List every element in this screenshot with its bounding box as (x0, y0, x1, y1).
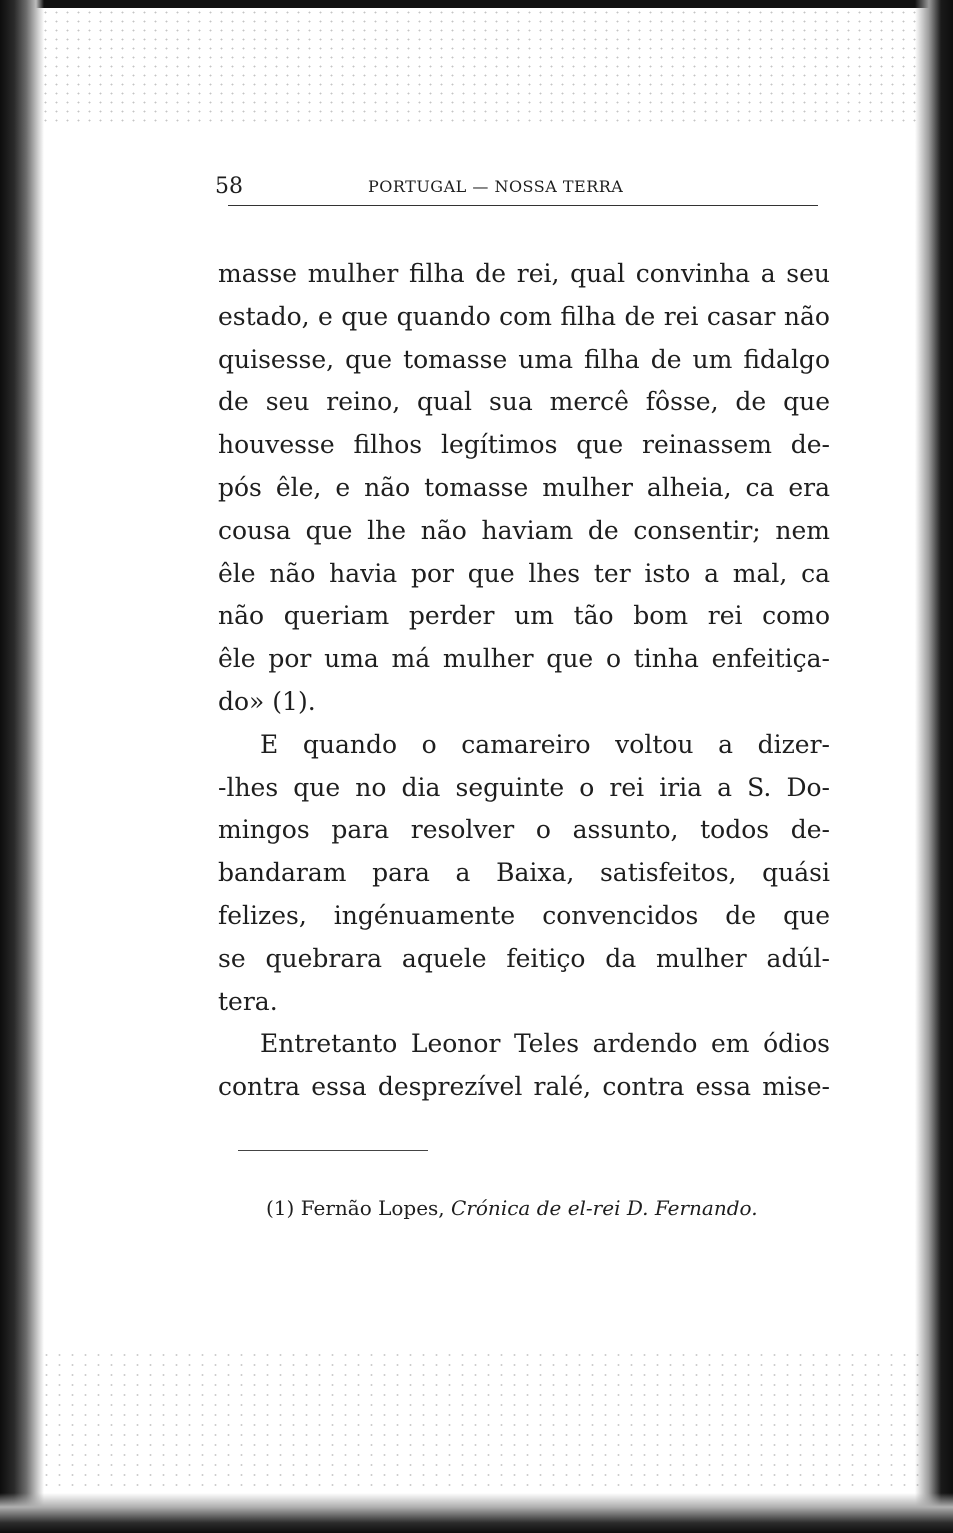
footnote (266, 1196, 758, 1220)
running-title: PORTUGAL — NOSSA TERRA (368, 177, 624, 196)
text-line: êle por uma má mulher que o tinha enfeitiça- (218, 644, 830, 674)
text-line: houvesse filhos legítimos que reinassem de- (218, 430, 830, 460)
footnote-work-title: Crónica de el-rei D. Fernando. (451, 1196, 758, 1220)
text-line: êle não havia por que lhes ter isto a mal, ca (218, 558, 830, 588)
text-line: pós êle, e não tomasse mulher alheia, ca era (218, 472, 830, 502)
text-line: bandaram para a Baixa, satisfeitos, quási (218, 858, 830, 888)
scan-speckle-bottom (40, 1350, 920, 1490)
footnote-author: Fernão Lopes, (300, 1196, 445, 1220)
scan-edge-right (913, 0, 953, 1533)
page-header (210, 170, 820, 202)
text-line: de seu reino, qual sua mercê fôsse, de que (218, 387, 830, 417)
text-line: quisesse, que tomasse uma filha de um fidalgo (218, 344, 830, 374)
scan-edge-top (0, 0, 953, 8)
page-number: 58 (215, 174, 243, 199)
footnote-rule (238, 1150, 428, 1151)
header-rule (228, 205, 818, 206)
text-line: contra essa desprezível ralé, contra essa mise- (218, 1072, 830, 1102)
scan-speckle-top (40, 8, 920, 128)
text-line: mingos para resolver o assunto, todos de- (218, 815, 830, 845)
text-line: E quando o camareiro voltou a dizer- (260, 729, 830, 759)
scan-edge-bottom (0, 1493, 953, 1533)
footnote-marker: (1) (266, 1196, 295, 1220)
text-line: cousa que lhe não haviam de consentir; nem (218, 515, 830, 545)
body-text (218, 253, 830, 1109)
text-line: tera. (218, 986, 278, 1016)
scan-edge-left (0, 0, 44, 1533)
text-line: do» (1). (218, 686, 316, 716)
text-line: felizes, ingénuamente convencidos de que (218, 900, 830, 930)
text-line: se quebrara aquele feitiço da mulher adúl- (218, 943, 830, 973)
text-line: não queriam perder um tão bom rei como (218, 601, 830, 631)
text-line: Entretanto Leonor Teles ardendo em ódios (260, 1029, 830, 1059)
text-line: estado, e que quando com filha de rei casar não (218, 301, 830, 331)
text-line: -lhes que no dia seguinte o rei iria a S. Do- (218, 772, 830, 802)
text-line: masse mulher filha de rei, qual convinha a seu (218, 259, 830, 288)
